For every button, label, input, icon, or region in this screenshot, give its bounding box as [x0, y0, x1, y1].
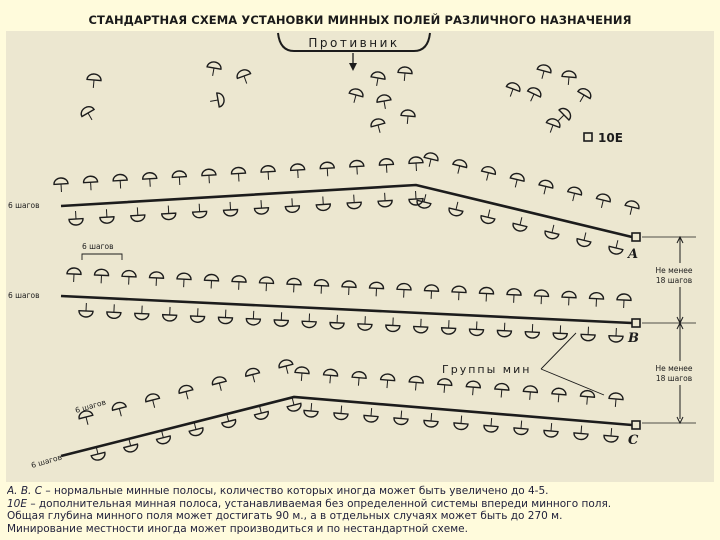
- depth-label-2-line2: 18 шагов: [655, 374, 693, 383]
- strip-b-end-marker: [632, 319, 640, 327]
- caption-strips-text: – нормальные минные полосы, количество которых иногда может быть увеличено до 4-5.: [42, 485, 549, 497]
- caption-line-3: Общая глубина минного поля может достигать 90 м., а в отдельных случаях может быть до 270 м.: [7, 510, 563, 523]
- mine-icon: [544, 422, 559, 437]
- mine-icon: [441, 320, 456, 335]
- mine-icon: [608, 239, 625, 256]
- caption-strips-term: А. В. С: [7, 485, 43, 497]
- scattered-mine-icon: [376, 94, 392, 110]
- mine-icon: [211, 375, 228, 392]
- minefield-diagram: [6, 31, 714, 482]
- mine-icon: [451, 158, 468, 175]
- mine-icon: [259, 277, 274, 292]
- mine-icon: [190, 308, 205, 323]
- scattered-mine-icon: [347, 87, 364, 104]
- mine-icon: [448, 200, 465, 217]
- mine-icon: [378, 192, 393, 207]
- pace-label-a: 6 шагов: [8, 201, 40, 210]
- mine-icon: [83, 176, 98, 191]
- pace-label-c2: 6 шагов: [30, 452, 63, 470]
- mine-icon: [551, 388, 566, 403]
- mine-icon: [178, 384, 195, 401]
- mine-icon: [314, 279, 329, 294]
- depth-label-1-line1: Не менее: [655, 266, 693, 275]
- scattered-mine-icon: [397, 66, 412, 81]
- mine-icon: [369, 282, 384, 297]
- mine-icon: [424, 285, 439, 300]
- mine-icon: [480, 165, 497, 182]
- mine-icon: [413, 318, 428, 333]
- mine-icon: [287, 278, 302, 293]
- caption-line-1: [7, 485, 713, 498]
- mine-icon: [364, 407, 379, 422]
- mine-icon: [562, 291, 577, 306]
- strip-c-label: C: [628, 433, 639, 448]
- mine-icon: [523, 385, 538, 400]
- pace-label-b: 6 шагов: [8, 291, 40, 300]
- scattered-mine-icon: [209, 92, 225, 108]
- mine-icon: [512, 216, 529, 233]
- pace-label-c1: 6 шагов: [74, 397, 107, 415]
- strip-b-line: [61, 296, 632, 323]
- mine-icon: [223, 202, 238, 217]
- mine-icon: [107, 304, 122, 319]
- mine-icon: [397, 283, 412, 298]
- enemy-arrow-head: [349, 63, 357, 71]
- mine-icon: [254, 200, 269, 215]
- scattered-mine-icon: [400, 109, 415, 124]
- mine-icon: [394, 410, 409, 425]
- mine-icon: [349, 160, 364, 175]
- enemy-label: Противник: [308, 36, 400, 50]
- mine-icon: [514, 420, 529, 435]
- strip-c-line: [61, 397, 632, 456]
- mine-icon: [130, 207, 145, 222]
- mine-icon: [409, 157, 424, 172]
- scattered-mine-icon: [561, 70, 576, 85]
- mine-icon: [553, 325, 568, 340]
- mine-groups-pointer-2: [541, 369, 604, 395]
- mine-icon: [177, 273, 192, 288]
- mine-icon: [316, 196, 331, 211]
- scattered-mine-icon: [370, 117, 387, 134]
- mine-icon: [409, 191, 424, 206]
- mine-icon: [480, 208, 497, 225]
- mine-icon: [424, 412, 439, 427]
- diagram-annotations: [8, 33, 700, 470]
- mine-icon: [452, 286, 467, 301]
- diagram-canvas: [6, 31, 714, 482]
- strip-b-label: B: [628, 331, 639, 346]
- mine-icon: [67, 268, 82, 283]
- mine-icon: [479, 287, 494, 302]
- mine-icon: [566, 186, 583, 203]
- depth-label-1-line2: 18 шагов: [655, 276, 693, 285]
- strip-a-line: [61, 185, 632, 237]
- strip-a-end-marker: [632, 233, 640, 241]
- mine-icon: [358, 316, 373, 331]
- scattered-mine-icon: [574, 86, 593, 105]
- mine-icon: [69, 211, 84, 226]
- mine-icon: [416, 193, 433, 210]
- caption-extra-term: 10Е: [7, 497, 27, 510]
- extra-field-marker: [584, 133, 592, 141]
- mine-icon: [497, 322, 512, 337]
- mine-groups-pointer-1: [541, 333, 576, 369]
- scattered-mine-icon: [524, 86, 543, 105]
- mine-icon: [507, 288, 522, 303]
- mine-icon: [218, 309, 233, 324]
- mine-icon: [79, 303, 94, 318]
- mine-icon: [149, 272, 164, 287]
- mine-icon: [342, 281, 357, 296]
- mine-icon: [54, 178, 69, 193]
- mine-icon: [111, 401, 128, 418]
- mine-icon: [409, 376, 424, 391]
- mine-icon: [231, 167, 246, 182]
- mine-groups-label: Группы мин: [442, 363, 532, 376]
- mine-icon: [142, 172, 157, 187]
- mine-icon: [608, 392, 623, 407]
- mine-icon: [609, 328, 624, 343]
- mine-icon: [113, 174, 128, 189]
- mine-icon: [232, 275, 247, 290]
- mine-icon: [204, 274, 219, 289]
- mine-icon: [623, 200, 640, 217]
- depth-label-2-line1: Не менее: [655, 364, 693, 373]
- mine-icon: [202, 169, 217, 184]
- mine-icon: [494, 383, 509, 398]
- scattered-mine-icon: [535, 63, 552, 80]
- mine-icon: [192, 203, 207, 218]
- page-title: СТАНДАРТНАЯ СХЕМА УСТАНОВКИ МИННЫХ ПОЛЕЙ РАЗЛИЧНОГО НАЗНАЧЕНИЯ: [88, 13, 632, 27]
- scattered-mine-icon: [86, 73, 101, 88]
- strip-a-label: A: [628, 247, 639, 262]
- mine-icon: [261, 165, 276, 180]
- mine-icon: [334, 405, 349, 420]
- caption: [7, 485, 713, 540]
- caption-extra-text: – дополнительная минная полоса, устанавливаемая без определенной системы впереди минного поля.: [27, 497, 612, 510]
- mine-icon: [302, 313, 317, 328]
- pace-bracket: [82, 254, 122, 260]
- strip-c-end-marker: [632, 421, 640, 429]
- extra-field-label: 10E: [598, 131, 623, 145]
- scattered-mine-icon: [206, 61, 222, 77]
- mine-icon: [466, 381, 481, 396]
- mine-icon: [525, 324, 540, 339]
- caption-line-4: Минирование местности иногда может производиться и по нестандартной схеме.: [7, 522, 468, 535]
- caption-line-2: [7, 498, 713, 511]
- scattered-mine-icon: [79, 104, 98, 123]
- mine-icon: [162, 307, 177, 322]
- mine-icon: [285, 198, 300, 213]
- mine-icon: [99, 209, 114, 224]
- mine-icon: [347, 194, 362, 209]
- mine-icon: [484, 417, 499, 432]
- mine-icon: [351, 371, 366, 386]
- mine-icon: [244, 367, 261, 384]
- mine-icon: [422, 152, 439, 169]
- mine-icon: [172, 171, 187, 186]
- mine-icon: [274, 312, 289, 327]
- mine-icon: [246, 311, 261, 326]
- mine-icon: [544, 223, 561, 240]
- mine-icon: [469, 321, 484, 336]
- scattered-mine-icon: [235, 68, 253, 86]
- mine-icon: [595, 193, 612, 210]
- mine-icon: [294, 366, 309, 381]
- scattered-mine-icon: [553, 106, 573, 126]
- mine-icon: [574, 425, 589, 440]
- mine-icon: [508, 172, 525, 189]
- mine-icon: [304, 402, 319, 417]
- mine-icon: [589, 292, 604, 307]
- mine-icon: [278, 358, 295, 375]
- mine-icon: [437, 378, 452, 393]
- mine-icon: [320, 162, 335, 177]
- mine-icon: [581, 326, 596, 341]
- mine-icon: [617, 294, 632, 309]
- mine-icon: [122, 270, 137, 285]
- mine-icon: [534, 290, 549, 305]
- mine-icon: [379, 158, 394, 173]
- mine-icon: [290, 164, 305, 179]
- mine-icon: [330, 315, 345, 330]
- mine-icon: [576, 231, 593, 248]
- mine-icon: [161, 205, 176, 220]
- mine-icon: [380, 374, 395, 389]
- mine-icon: [604, 427, 619, 442]
- mine-icon: [135, 305, 150, 320]
- mine-icon: [323, 369, 338, 384]
- mine-icon: [580, 390, 595, 405]
- mine-icon: [537, 179, 554, 196]
- scattered-mine-icon: [370, 71, 386, 87]
- pace-label-between: 6 шагов: [82, 242, 114, 251]
- mine-icon: [454, 415, 469, 430]
- mine-icon: [144, 392, 161, 409]
- scattered-mine-icon: [504, 81, 522, 99]
- mine-icon: [94, 269, 109, 284]
- mine-icon: [386, 317, 401, 332]
